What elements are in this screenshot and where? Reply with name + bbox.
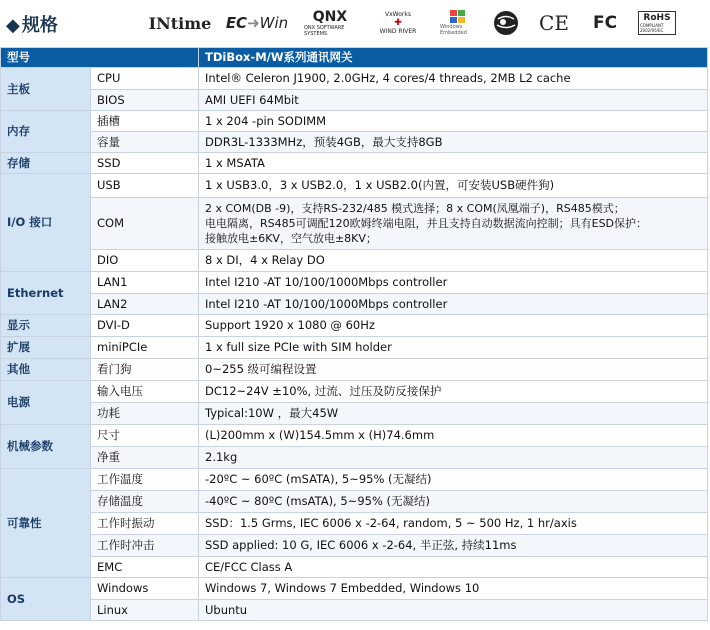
spec-row-bios <box>1 90 708 111</box>
page-title-text: 规格 <box>21 15 58 36</box>
arrow-icon: ➜ <box>247 14 260 32</box>
spec-row-cpu <box>1 68 708 90</box>
win-logo-text: Win <box>259 14 289 32</box>
spec-row-dvi <box>1 315 708 337</box>
item-cell: 净重 <box>91 447 199 469</box>
intime-logo <box>150 14 210 33</box>
category-cell-io: I/O 接口 <box>1 174 91 272</box>
vxworks-mark-icon: ✚ <box>394 18 402 28</box>
item-cell: 尺寸 <box>91 425 199 447</box>
qnx-logo <box>304 9 356 37</box>
value-cell: Intel® Celeron J1900, 2.0GHz, 4 cores/4 threads, 2MB L2 cache <box>199 68 708 90</box>
value-cell: 1 x full size PCIe with SIM holder <box>199 337 708 359</box>
item-cell: LAN2 <box>91 294 199 315</box>
value-cell: 2.1kg <box>199 447 708 469</box>
category-cell-os: OS <box>1 578 91 621</box>
spec-row-dimensions <box>1 425 708 447</box>
spec-row-lan1 <box>1 272 708 294</box>
windows-embedded-text: Windows Embedded <box>440 24 467 36</box>
item-cell: DVI-D <box>91 315 199 337</box>
value-cell: SSD applied: 10 G, IEC 6006 x -2-64, 半正弦, 持续11ms <box>199 535 708 557</box>
value-cell: DDR3L-1333MHz，预装4GB，最大支持8GB <box>199 132 708 153</box>
value-cell: 1 x 204 -pin SODIMM <box>199 111 708 132</box>
vxworks-logo-text: VxWorks <box>385 11 411 18</box>
item-cell: 容量 <box>91 132 199 153</box>
category-cell-expansion: 扩展 <box>1 337 91 359</box>
value-cell: Windows 7, Windows 7 Embedded, Windows 10 <box>199 578 708 600</box>
value-cell: Intel I210 -AT 10/100/1000Mbps controller <box>199 294 708 315</box>
header-label-cell: 型号 <box>1 48 199 68</box>
item-cell: 工作时振动 <box>91 513 199 535</box>
category-cell-ethernet: Ethernet <box>1 272 91 315</box>
value-cell: 1 x MSATA <box>199 153 708 174</box>
spec-row-emc <box>1 557 708 578</box>
spec-row-operating-temp <box>1 469 708 491</box>
item-cell: DIO <box>91 250 199 272</box>
spec-row-com <box>1 198 708 250</box>
spec-row-vibration <box>1 513 708 535</box>
qnx-logo-subtext: QNX SOFTWARE SYSTEMS <box>304 25 356 37</box>
value-cell: 1 x USB3.0，3 x USB2.0，1 x USB2.0(内置，可安装USB硬件狗) <box>199 174 708 198</box>
category-cell-display: 显示 <box>1 315 91 337</box>
item-cell: 输入电压 <box>91 381 199 403</box>
spec-row-ssd <box>1 153 708 174</box>
windows-flag-icon <box>450 10 466 24</box>
value-cell: Intel I210 -AT 10/100/1000Mbps controller <box>199 272 708 294</box>
model-name-cell: TDiBox-M/W系列通讯网关 <box>199 48 708 68</box>
item-cell: 工作温度 <box>91 469 199 491</box>
value-cell: DC12~24V ±10%, 过流、过压及防反接保护 <box>199 381 708 403</box>
category-cell-storage: 存储 <box>1 153 91 174</box>
item-cell: Windows <box>91 578 199 600</box>
category-cell-mechanical: 机械参数 <box>1 425 91 469</box>
spec-row-usb <box>1 174 708 198</box>
value-cell: CE/FCC Class A <box>199 557 708 578</box>
item-cell: 存储温度 <box>91 491 199 513</box>
spec-row-minipcie <box>1 337 708 359</box>
spec-row-shock <box>1 535 708 557</box>
windows-embedded-logo <box>440 10 476 36</box>
ce-logo <box>536 11 572 35</box>
spec-row-capacity <box>1 132 708 153</box>
category-cell-reliability: 可靠性 <box>1 469 91 578</box>
spec-row-slot <box>1 111 708 132</box>
value-cell: SSD：1.5 Grms, IEC 6006 x -2-64, random, 5 ~ 500 Hz, 1 hr/axis <box>199 513 708 535</box>
value-cell: Ubuntu <box>199 600 708 621</box>
item-cell: SSD <box>91 153 199 174</box>
item-cell: USB <box>91 174 199 198</box>
page-title <box>6 11 58 37</box>
category-cell-memory: 内存 <box>1 111 91 153</box>
item-cell: 功耗 <box>91 403 199 425</box>
rohs-logo-text: RoHS <box>643 13 671 23</box>
item-cell: miniPCIe <box>91 337 199 359</box>
ec-logo-text: EC <box>225 14 248 32</box>
item-cell: 工作时冲击 <box>91 535 199 557</box>
spec-row-input-voltage <box>1 381 708 403</box>
intime-logo-text: INtime <box>148 13 212 33</box>
item-cell: EMC <box>91 557 199 578</box>
globe-logo <box>490 10 522 36</box>
item-cell: Linux <box>91 600 199 621</box>
item-cell: 插槽 <box>91 111 199 132</box>
ce-logo-text: CE <box>539 11 569 35</box>
spec-row-windows <box>1 578 708 600</box>
item-cell: COM <box>91 198 199 250</box>
globe-icon <box>493 10 519 36</box>
value-cell: -40ºC ~ 80ºC (msATA), 5~95% (无凝结) <box>199 491 708 513</box>
rohs-logo-subtext: COMPLIANT 2002/95/EC <box>640 23 664 33</box>
com-line: 2 x COM(DB -9)，支持RS-232/485 模式选择；8 x COM(凤凰端子)，RS485模式； <box>205 202 625 215</box>
rohs-logo <box>638 11 676 35</box>
vxworks-logo <box>370 11 426 35</box>
category-cell-power: 电源 <box>1 381 91 425</box>
value-cell: Typical:10W ，最大45W <box>199 403 708 425</box>
com-line: 接触放电±6KV，空气放电±8KV； <box>205 232 377 245</box>
diamond-icon: ◆ <box>6 15 20 36</box>
spec-row-watchdog <box>1 359 708 381</box>
spec-row-linux <box>1 600 708 621</box>
page-header <box>0 0 710 46</box>
com-line: 电电隔离，RS485可调配120欧姆终端电阻，并且支持自动数据流向控制；具有ESD保护： <box>205 217 648 230</box>
value-cell: -20ºC ~ 60ºC (mSATA), 5~95% (无凝结) <box>199 469 708 491</box>
fc-logo <box>586 13 624 33</box>
category-cell-other: 其他 <box>1 359 91 381</box>
logo-strip <box>150 6 690 40</box>
item-cell: 看门狗 <box>91 359 199 381</box>
qnx-logo-text: QNX <box>312 9 348 25</box>
spec-row-lan2 <box>1 294 708 315</box>
spec-header-row <box>1 48 708 68</box>
value-cell: AMI UEFI 64Mbit <box>199 90 708 111</box>
spec-table <box>0 47 708 621</box>
fc-logo-text: FC <box>592 13 618 33</box>
value-cell: (L)200mm x (W)154.5mm x (H)74.6mm <box>199 425 708 447</box>
item-cell: LAN1 <box>91 272 199 294</box>
spec-row-weight <box>1 447 708 469</box>
value-cell: 0~255 级可编程设置 <box>199 359 708 381</box>
value-cell: Support 1920 x 1080 @ 60Hz <box>199 315 708 337</box>
value-cell-multiline <box>199 198 708 250</box>
category-cell-mainboard: 主板 <box>1 68 91 111</box>
spec-row-storage-temp <box>1 491 708 513</box>
spec-row-dio <box>1 250 708 272</box>
windriver-logo-text: WIND RIVER <box>379 28 417 35</box>
item-cell: CPU <box>91 68 199 90</box>
ecwin-logo <box>224 14 290 32</box>
value-cell: 8 x DI，4 x Relay DO <box>199 250 708 272</box>
item-cell: BIOS <box>91 90 199 111</box>
spec-row-power-consumption <box>1 403 708 425</box>
